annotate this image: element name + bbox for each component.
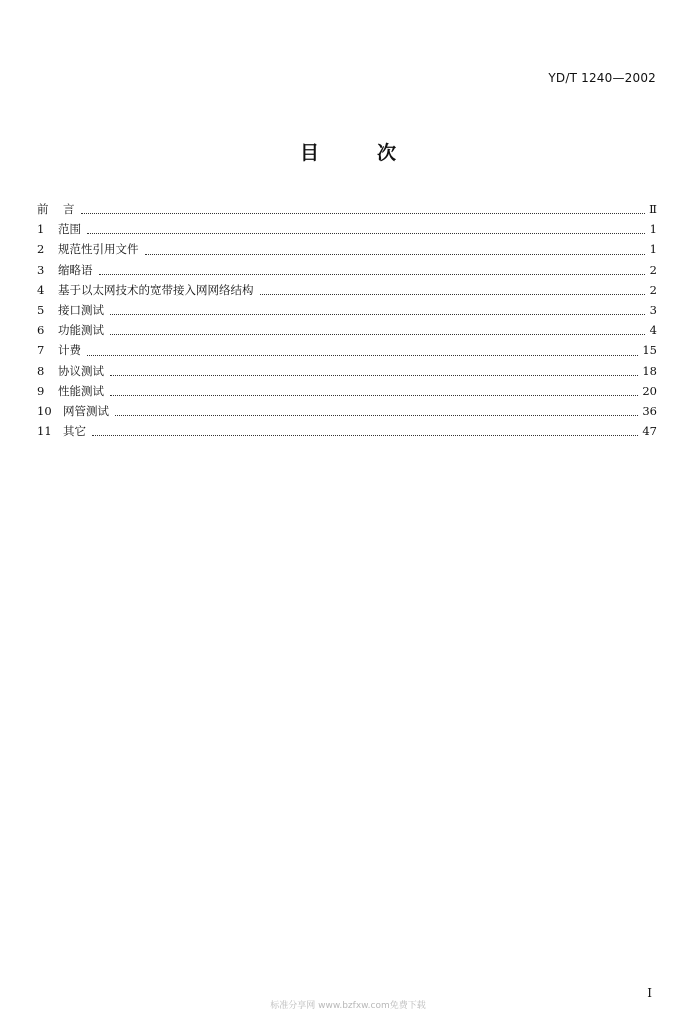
toc-entry-abbreviations[interactable] [37,260,657,280]
toc-entry-number: 5 [37,302,45,317]
title-char-2: 次 [377,142,397,164]
toc-entry-label: 协议测试 [58,363,104,378]
toc-entry-number: 4 [37,282,45,297]
toc-entry-others[interactable] [37,421,657,441]
toc-leader-dots [110,394,638,396]
toc-leader-dots [99,273,646,275]
toc-entry-label: 功能测试 [58,323,104,338]
toc-leader-dots [110,313,645,315]
toc-entry-number: 前 [37,202,49,216]
toc-entry-number: 6 [37,323,45,338]
watermark: 标准分享网 www.bzfxw.com免费下载 [270,1001,426,1011]
page-number: I [647,986,652,1000]
toc-entry-number: 3 [37,262,45,277]
toc-entry-label: 规范性引用文件 [58,242,139,257]
toc-entry-page: 15 [642,343,657,358]
toc-entry-foreword[interactable] [37,199,657,219]
toc-entry-label: 缩略语 [58,262,93,277]
page-title [0,138,696,165]
toc-entry-label: 网管测试 [63,403,109,418]
toc-entry-number: 2 [37,242,45,257]
toc-entry-number: 8 [37,363,45,378]
toc-leader-dots [145,253,646,255]
toc-entry-number: 1 [37,222,45,237]
toc-entry-label: 计费 [58,343,81,358]
toc-entry-page: 4 [649,323,657,338]
toc-entry-page: 47 [642,424,657,439]
toc-leader-dots [115,414,638,416]
toc-entry-label: 其它 [63,424,86,439]
toc-entry-label: 范围 [58,222,81,237]
toc-entry-page: 20 [642,383,657,398]
toc-entry-label: 基于以太网技术的宽带接入网网络结构 [58,282,254,297]
toc-entry-label: 言 [63,202,75,216]
toc-entry-page: 36 [642,403,657,418]
toc-entry-label: 性能测试 [58,383,104,398]
toc-leader-dots [110,374,638,376]
toc-entry-network-architecture[interactable] [37,280,657,300]
toc-leader-dots [87,232,645,234]
toc-entry-function-test[interactable] [37,320,657,340]
toc-entry-number: 11 [37,424,52,439]
standard-number: YD/T 1240—2002 [548,71,656,85]
toc-leader-dots [87,354,638,356]
toc-entry-page: 3 [649,302,657,317]
toc-entry-label: 接口测试 [58,302,104,317]
toc-leader-dots [110,333,645,335]
toc-entry-protocol-test[interactable] [37,361,657,381]
toc-leader-dots [81,212,646,214]
toc-entry-number: 9 [37,383,45,398]
toc-entry-page: 18 [642,363,657,378]
toc-entry-number: 10 [37,403,52,418]
toc-leader-dots [92,434,638,436]
toc-entry-normative-references[interactable] [37,239,657,259]
table-of-contents [37,199,657,441]
toc-entry-page: Ⅱ [649,202,657,216]
toc-entry-page: 2 [649,282,657,297]
toc-entry-page: 1 [649,222,657,237]
toc-entry-page: 2 [649,262,657,277]
toc-entry-management-test[interactable] [37,401,657,421]
toc-entry-number: 7 [37,343,45,358]
toc-entry-scope[interactable] [37,219,657,239]
toc-entry-interface-test[interactable] [37,300,657,320]
toc-entry-billing[interactable] [37,340,657,360]
toc-entry-page: 1 [649,242,657,257]
title-char-1: 目 [299,142,319,164]
toc-leader-dots [260,293,646,295]
toc-entry-performance-test[interactable] [37,381,657,401]
